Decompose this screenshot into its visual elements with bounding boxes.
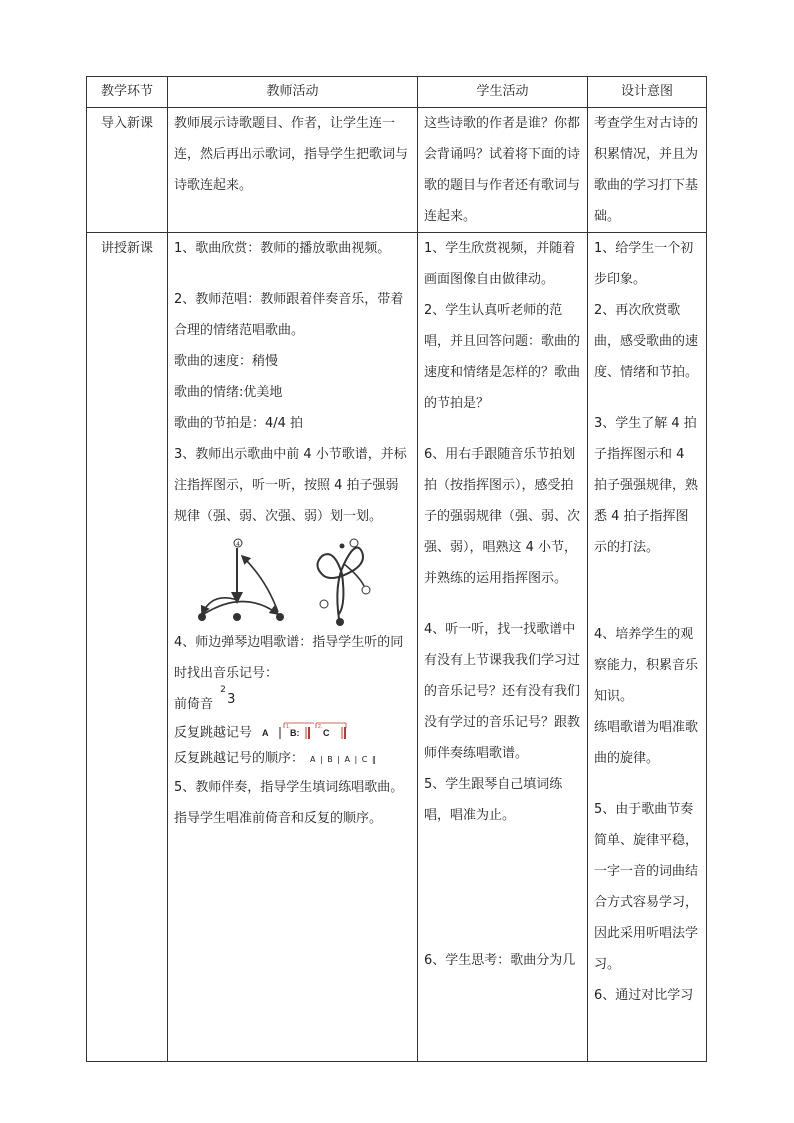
table-row-new-lesson <box>87 233 707 1062</box>
repeat-sign-label: 反复跳越记号 <box>174 725 253 741</box>
intent-2: 2、再次欣赏歌曲，感受歌曲的速度、情绪和节拍。 <box>594 303 699 380</box>
intent-3: 3、学生了解 4 拍子指挥图示和 4 拍子强强规律，熟悉 4 拍子指挥图示的打法。 <box>594 416 699 555</box>
student-new-lesson <box>418 233 588 1062</box>
grace-note-small: 2 <box>220 684 226 695</box>
table-header-row <box>87 77 707 108</box>
conducting-pattern-graphic <box>194 534 384 626</box>
song-mood: 歌曲的情绪:优美地 <box>174 385 283 400</box>
student-step-6: 6、学生思考：歌曲分为几 <box>424 953 576 968</box>
teacher-step-1: 1、歌曲欣赏：教师的播放歌曲视频。 <box>174 241 391 256</box>
repeat-sign-line <box>174 720 411 747</box>
header-design-intent: 设计意图 <box>588 77 707 108</box>
student-intro: 这些诗歌的作者是谁？你都会背诵吗？试着将下面的诗歌的题目与作者还有歌词与连起来。 <box>418 108 588 233</box>
student-step-2: 2、学生认真听老师的范唱，并且回答问题：歌曲的速度和情绪是怎样的？歌曲的节拍是？ <box>424 303 581 411</box>
teacher-new-lesson <box>168 233 418 1062</box>
intent-7: 6、通过对比学习 <box>594 988 694 1003</box>
repeat-b: B: <box>290 728 300 738</box>
repeat-jump-sign-graphic <box>260 720 360 746</box>
repeat-volta-2: 2. <box>318 724 323 730</box>
stage-new-lesson: 讲授新课 <box>87 233 168 1062</box>
song-tempo: 歌曲的速度：稍慢 <box>174 354 279 369</box>
intent-1: 1、给学生一个初步印象。 <box>594 241 694 287</box>
teacher-intro: 教师展示诗歌题目、作者，让学生连一连，然后再出示歌词，指导学生把歌词与诗歌连起来。 <box>168 108 418 233</box>
student-step-5: 5、学生跟琴自己填词练唱，唱准为止。 <box>424 777 563 823</box>
teacher-step-4: 4、师边弹琴边唱歌谱：指导学生听的同时找出音乐记号： <box>174 635 404 681</box>
stage-intro: 导入新课 <box>87 108 168 233</box>
grace-note-main: 3 <box>227 691 236 707</box>
teacher-step-3: 3、教师出示歌曲中前 4 小节歌谱，并标注指挥图示，听一听，按照 4 拍子强弱规律（强、弱、次强、弱）划一划。 <box>174 447 407 524</box>
repeat-order-label: 反复跳越记号的顺序： <box>174 750 305 766</box>
repeat-c: C <box>323 728 330 738</box>
repeat-order-line <box>174 747 411 772</box>
student-step-1: 1、学生欣赏视频，并随着画面图像自由做律动。 <box>424 241 576 287</box>
header-stage: 教学环节 <box>87 77 168 108</box>
intent-5: 练唱歌谱为唱准歌曲的旋律。 <box>594 720 699 766</box>
student-step-4: 4、听一听，找一找歌谱中有没有上节课我我们学习过的音乐记号？还有没有我们没有学过的音乐记号？跟教师伴奏练唱歌谱。 <box>424 622 581 761</box>
header-teacher-activity: 教师活动 <box>168 77 418 108</box>
student-step-3: 6、用右手跟随音乐节拍划拍（按指挥图示），感受拍子的强弱规律（强、弱、次强、弱），唱熟这 4 小节，并熟练的运用指挥图示。 <box>424 447 581 586</box>
beat-number: 4 <box>236 541 240 548</box>
intent-6: 5、由于歌曲节奏简单、旋律平稳，一字一音的词曲结合方式容易学习，因此采用听唱法学习。 <box>594 802 699 972</box>
table-row-intro <box>87 108 707 233</box>
repeat-volta-1: 1. <box>286 724 291 730</box>
conducting-diagram <box>174 532 411 627</box>
teacher-step-5: 5、教师伴奏，指导学生填词练唱歌曲。指导学生唱准前倚音和反复的顺序。 <box>174 779 404 826</box>
intent-intro: 考查学生对古诗的积累情况，并且为歌曲的学习打下基础。 <box>588 108 707 233</box>
lesson-plan-table <box>86 76 707 1062</box>
repeat-a: A <box>262 728 269 738</box>
header-student-activity: 学生活动 <box>418 77 588 108</box>
song-meter: 歌曲的节拍是：4/4 拍 <box>174 416 304 431</box>
grace-note-label: 前倚音 <box>174 697 214 712</box>
intent-new-lesson <box>588 233 707 1062</box>
grace-note-line <box>174 684 411 720</box>
intent-4: 4、培养学生的观察能力，积累音乐知识。 <box>594 627 699 704</box>
repeat-order-notation: A | B | A | C ‖ <box>310 754 377 764</box>
teacher-step-2: 2、教师范唱：教师跟着伴奏音乐，带着合理的情绪范唱歌曲。 <box>174 292 404 338</box>
grace-note-symbol <box>217 684 241 717</box>
